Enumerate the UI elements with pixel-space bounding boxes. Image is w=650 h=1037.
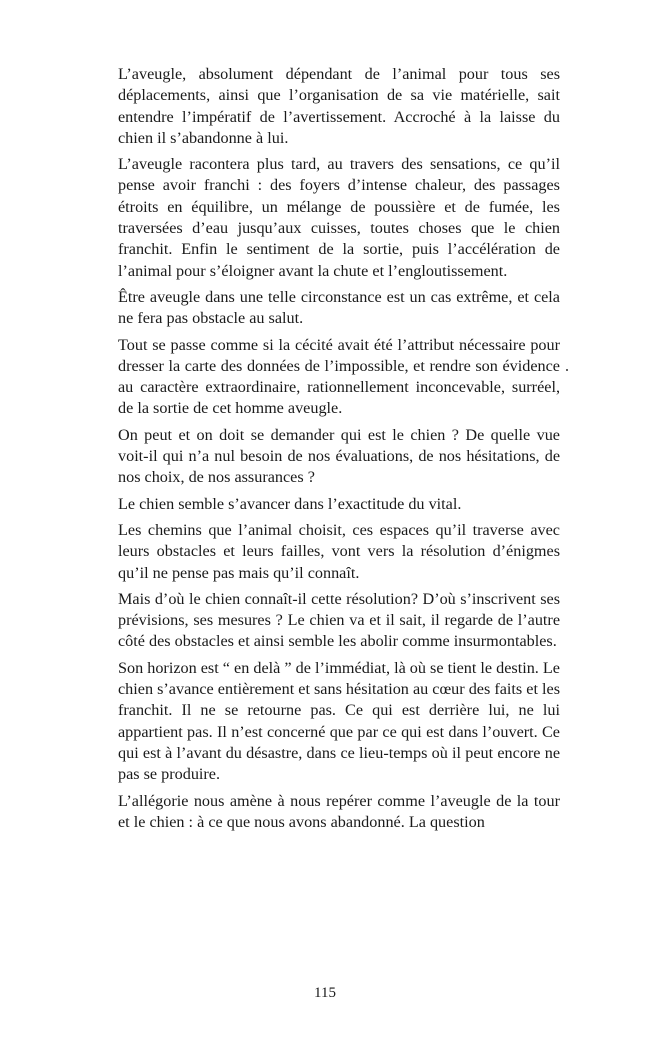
- paragraph-8: Mais d’où le chien connaît-il cette résolution? D’où s’inscrivent ses prévisions, ses mesures ? Le chien va et il sait, il regarde de l’autre côté des obstacles et ainsi semble les abolir comme insurmontables.: [118, 589, 560, 651]
- paragraph-4: Tout se passe comme si la cécité avait été l’attribut nécessaire pour dresser la carte des données de l’impossible, et rendre son évidence au caractère extraordinaire, rationnellement inconcevable, surréel, de la sortie de cet homme aveugle.: [118, 335, 560, 418]
- paragraph-9: Son horizon est “ en delà ” de l’immédiat, là où se tient le destin. Le chien s’avance entièrement et sans hésitation au cœur des faits et les franchit. Il ne se retourne pas. Ce qui est derrière lui, ne lui appartient pas. Il n’est concerné que par ce qui est dans l’ouvert. Ce qui est à l’avant du désastre, dans ce lieu-temps où il peut encore ne pas se produire.: [118, 658, 560, 784]
- body-text: [118, 64, 560, 838]
- paragraph-7: Les chemins que l’animal choisit, ces espaces qu’il traverse avec leurs obstacles et leurs failles, vont vers la résolution d’énigmes qu’il ne pense pas mais qu’il connaît.: [118, 520, 560, 582]
- paragraph-1: L’aveugle, absolument dépendant de l’animal pour tous ses déplacements, ainsi que l’organisation de sa vie matérielle, sait entendre l’impératif de l’avertissement. Accroché à la laisse du chien il s’abandonne à lui.: [118, 65, 560, 147]
- ink-speck: [566, 369, 568, 371]
- paragraph-6: Le chien semble s’avancer dans l’exactitude du vital.: [118, 494, 462, 513]
- page-number: 115: [314, 985, 336, 1001]
- paragraph-2: L’aveugle racontera plus tard, au travers des sensations, ce qu’il pense avoir franchi : des foyers d’intense chaleur, des passages étroits en équilibre, un mélange de poussière et de fumée, les traversées d’eau jusqu’aux cuisses, toutes choses que le chien franchit. Enfin le sentiment de la sortie, puis l’accélération de l’animal pour s’éloigner avant la chute et l’engloutissement.: [118, 155, 560, 280]
- paragraph-5: On peut et on doit se demander qui est le chien ? De quelle vue voit-il qui n’a nul besoin de nos évaluations, de nos hésitations, de nos choix, de nos assurances ?: [118, 425, 560, 487]
- paragraph-10: L’allégorie nous amène à nous repérer comme l’aveugle de la tour et le chien : à ce que nous avons abandonné. La question: [118, 791, 560, 831]
- paragraph-3: Être aveugle dans une telle circonstance est un cas extrême, et cela ne fera pas obstacle au salut.: [118, 287, 560, 328]
